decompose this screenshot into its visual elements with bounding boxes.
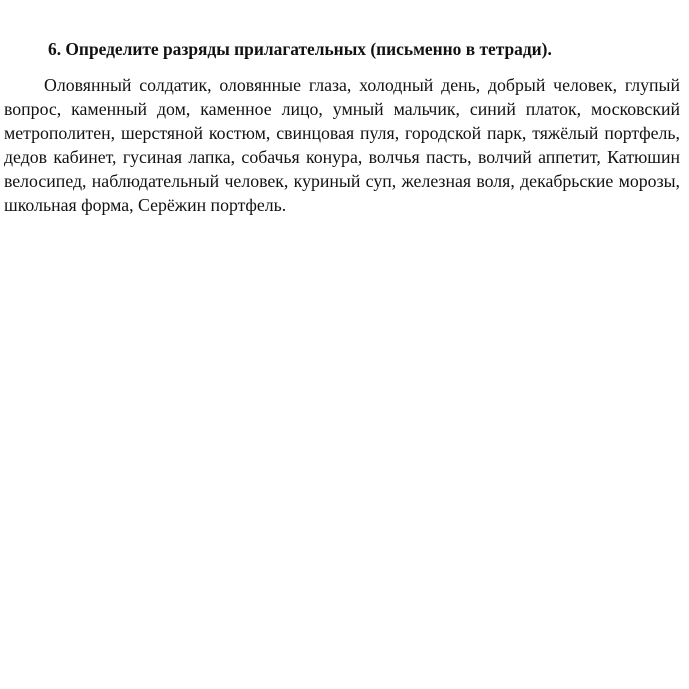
task-body: Оловянный солдатик, оловянные глаза, холодный день, добрый человек, глупый вопрос, каменный дом, каменное лицо, умный мальчик, синий платок, московский метрополитен, шерстяной костюм, свинцовая пуля, городской парк, тяжёлый портфель, дедов кабинет, гусиная лапка, собачья конура, волчья пасть, волчий аппетит, Катюшин велосипед, наблюдательный человек, куриный суп, железная воля, декабрьские морозы, школьная форма, Серёжин портфель. xyxy=(4,75,680,216)
document-page xyxy=(4,0,680,689)
task-title: 6. Определите разряды прилагательных (письменно в тетради). xyxy=(48,39,552,59)
